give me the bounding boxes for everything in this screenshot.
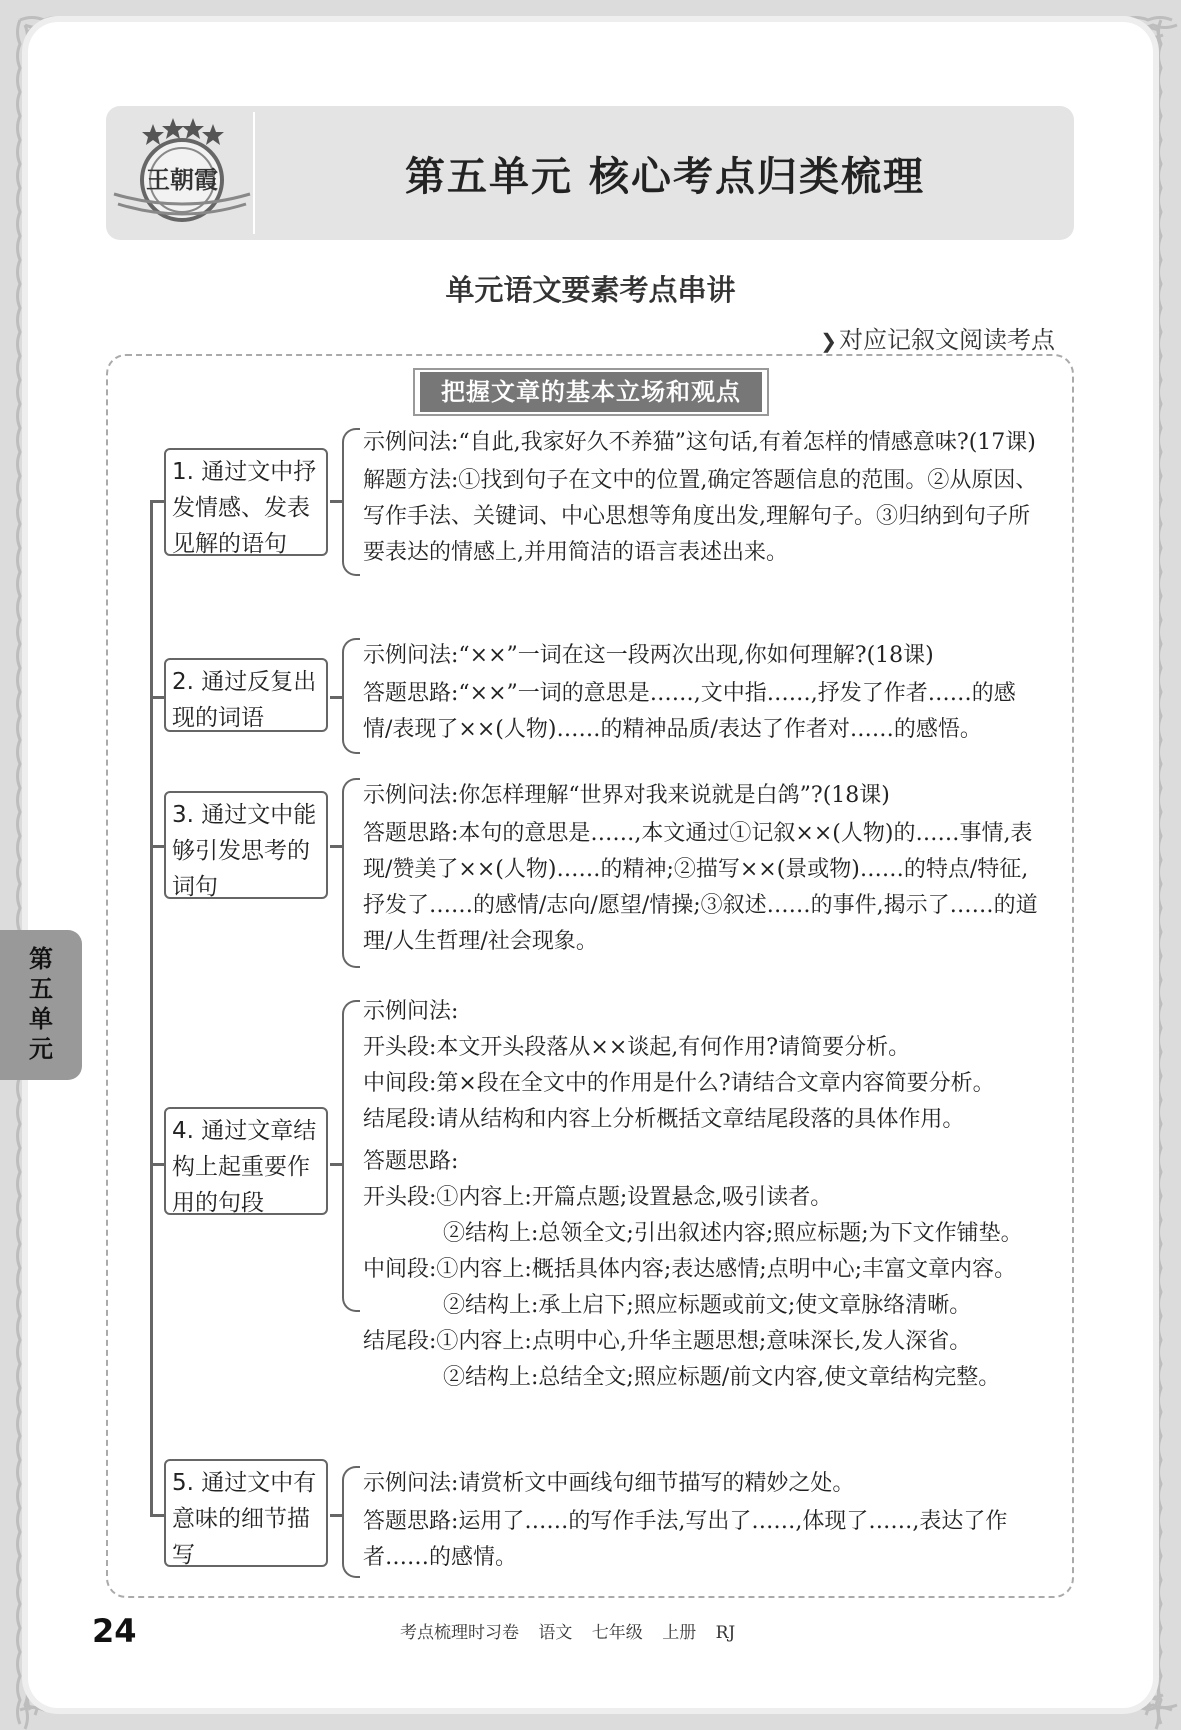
item-content-4 bbox=[363, 994, 1043, 1396]
footer-text: 考点梳理时习卷 语文 七年级 上册 RJ bbox=[400, 1623, 736, 1643]
example-question: 示例问法:“××”一词在这一段两次出现,你如何理解?(18课) bbox=[363, 643, 934, 668]
chevron-right-icon: ❯ bbox=[820, 329, 837, 353]
page-number: 24 bbox=[92, 1612, 137, 1650]
brace-tip bbox=[330, 500, 342, 503]
brace bbox=[342, 778, 360, 968]
answer-approach: 答题思路:“××”一词的意思是……,文中指……,抒发了作者……的感情/表现了××(人物)……的精神品质/表达了作者对……的感悟。 bbox=[363, 681, 1016, 742]
brace bbox=[342, 428, 360, 576]
logo bbox=[112, 114, 252, 232]
tree-stub bbox=[150, 845, 164, 848]
example-question-heading: 示例问法: bbox=[363, 999, 459, 1024]
unit-side-tab bbox=[0, 930, 82, 1080]
item-content-3 bbox=[363, 778, 1043, 960]
example-question: 示例问法:你怎样理解“世界对我来说就是白鸽”?(18课) bbox=[363, 783, 890, 808]
correspond-note bbox=[820, 320, 1055, 355]
answer-approach: 答题思路:运用了……的写作手法,写出了……,体现了……,表达了作者……的感情。 bbox=[363, 1509, 1008, 1570]
ending-content: 结尾段:①内容上:点明中心,升华主题思想;意味深长,发人深省。 bbox=[363, 1329, 972, 1354]
topic-box-2: 2. 通过反复出现的词语 bbox=[164, 658, 328, 732]
middle-content: 中间段:①内容上:概括具体内容;表达感情;点明中心;丰富文章内容。 bbox=[363, 1257, 1017, 1282]
header-divider bbox=[253, 112, 255, 234]
correspond-label: 对应记叙文阅读考点 bbox=[839, 326, 1055, 354]
topic-box-3: 3. 通过文中能够引发思考的词句 bbox=[164, 791, 328, 899]
middle-structure: ②结构上:承上启下;照应标题或前文;使文章脉络清晰。 bbox=[443, 1293, 972, 1318]
item-content-1 bbox=[363, 425, 1043, 571]
topic-box-1: 1. 通过文中抒发情感、发表见解的语句 bbox=[164, 448, 328, 556]
example-question: 示例问法:“自此,我家好久不养猫”这句话,有着怎样的情感意味?(17课) bbox=[363, 430, 1036, 455]
tree-spine bbox=[150, 500, 153, 1514]
tree-stub bbox=[150, 1163, 164, 1166]
topic-box-5: 5. 通过文中有意味的细节描写 bbox=[164, 1459, 328, 1567]
ending-question: 结尾段:请从结构和内容上分析概括文章结尾段落的具体作用。 bbox=[363, 1107, 965, 1132]
item-content-2 bbox=[363, 638, 1043, 748]
unit-side-tab-label: 第五单元 bbox=[29, 945, 53, 1063]
topic-box-4: 4. 通过文章结构上起重要作用的句段 bbox=[164, 1107, 328, 1215]
tree-stub bbox=[150, 696, 164, 699]
brace bbox=[342, 638, 360, 754]
brace-tip bbox=[330, 1514, 342, 1517]
opening-question: 开头段:本文开头段落从××谈起,有何作用?请简要分析。 bbox=[363, 1035, 911, 1060]
opening-structure: ②结构上:总领全文;引出叙述内容;照应标题;为下文作铺垫。 bbox=[443, 1221, 1023, 1246]
brace bbox=[342, 1000, 360, 1312]
section-subtitle: 单元语文要素考点串讲 bbox=[445, 273, 736, 307]
brace bbox=[342, 1466, 360, 1578]
answer-approach: 答题思路:本句的意思是……,本文通过①记叙××(人物)的……事情,表现/赞美了××(人物)……的精神;②描写××(景或物)……的特点/特征,抒发了……的感情/志向/愿望/情操;③叙述……的事件,揭示了……的道理/人生哲理/社会现象。 bbox=[363, 821, 1038, 954]
page-title: 第五单元 核心考点归类梳理 bbox=[405, 154, 925, 200]
middle-question: 中间段:第×段在全文中的作用是什么?请结合文章内容简要分析。 bbox=[363, 1071, 995, 1096]
brace-tip bbox=[330, 696, 342, 699]
logo-text: 王朝霞 bbox=[146, 165, 218, 194]
tree-stub bbox=[150, 1514, 164, 1517]
opening-content: 开头段:①内容上:开篇点题;设置悬念,吸引读者。 bbox=[363, 1185, 833, 1210]
ending-structure: ②结构上:总结全文;照应标题/前文内容,使文章结构完整。 bbox=[443, 1365, 1001, 1390]
brace-tip bbox=[330, 1163, 342, 1166]
solution-method: 解题方法:①找到句子在文中的位置,确定答题信息的范围。②从原因、写作手法、关键词、中心思想等角度出发,理解句子。③归纳到句子所要表达的情感上,并用简洁的语言表述出来。 bbox=[363, 468, 1038, 565]
item-content-5 bbox=[363, 1466, 1043, 1576]
example-question: 示例问法:请赏析文中画线句细节描写的精妙之处。 bbox=[363, 1471, 855, 1496]
answer-approach-heading: 答题思路: bbox=[363, 1149, 459, 1174]
section-banner: 把握文章的基本立场和观点 bbox=[420, 372, 762, 412]
brace-tip bbox=[330, 845, 342, 848]
tree-stub bbox=[150, 500, 164, 503]
